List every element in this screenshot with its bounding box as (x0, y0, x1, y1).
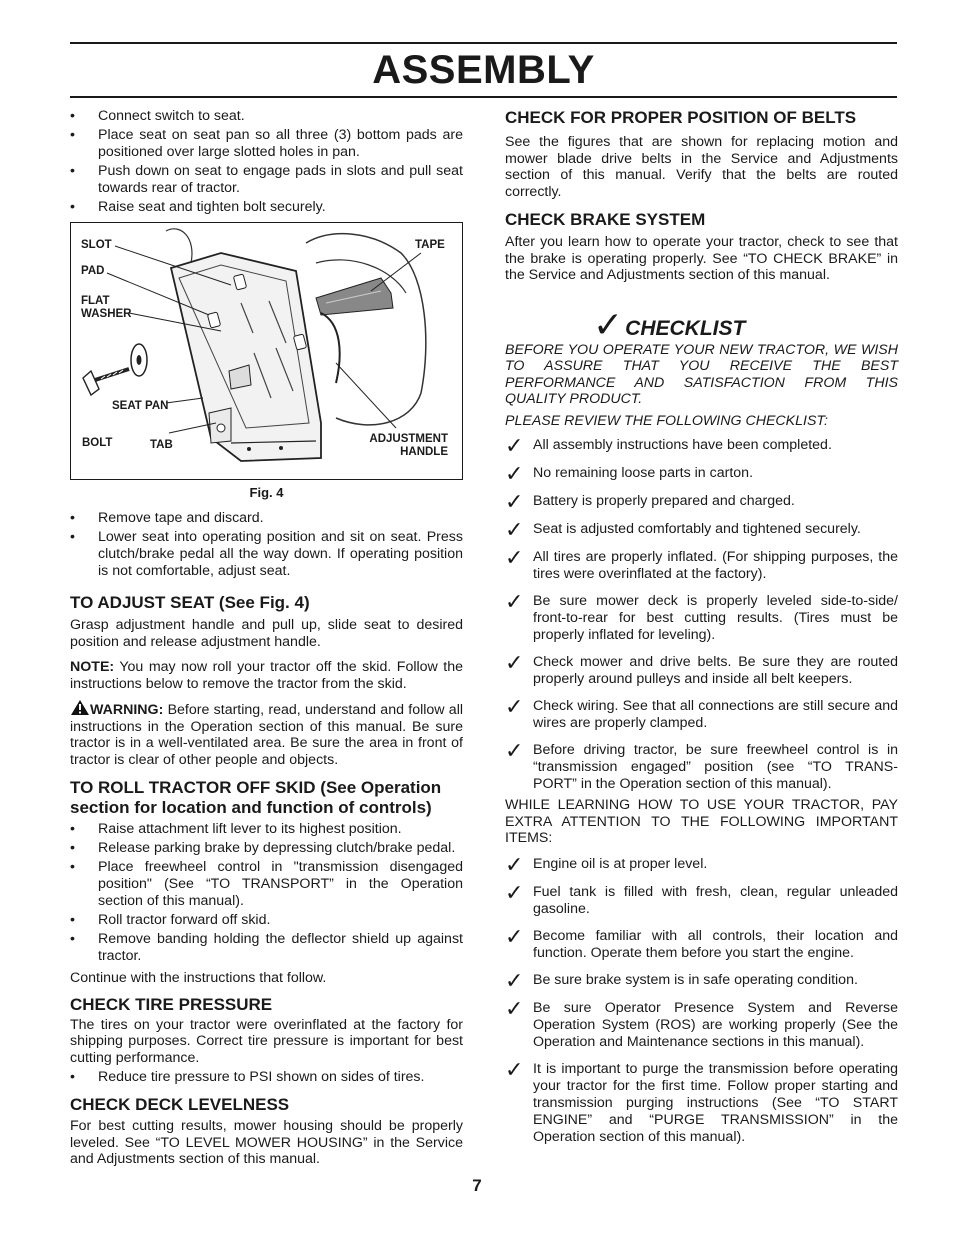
top-rule (70, 42, 897, 44)
list-item: • Raise seat and tighten bolt securely. (70, 199, 463, 216)
list-item: • Remove tape and discard. (70, 510, 463, 527)
label-tab: TAB (150, 439, 173, 451)
tire-pressure-heading: CHECK TIRE PRESSURE (70, 994, 273, 1014)
title-underline (70, 96, 897, 98)
checklist-item: ✓ Check mower and drive belts. Be sure they are routed properly around pulleys and inside all belt keepers. (505, 650, 898, 687)
checkmark-icon: ✓ (505, 545, 524, 570)
label-pad: PAD (81, 265, 105, 277)
list-item: • Remove banding holding the deflector shield up against tractor. (70, 931, 463, 965)
list-item: • Place seat on seat pan so all three (3) bottom pads are positioned over large slotted holes in pan. (70, 127, 463, 161)
checkmark-icon: ✓ (505, 650, 524, 675)
warning-label: WARNING: (90, 702, 164, 718)
belts-heading: CHECK FOR PROPER POSITION OF BELTS (505, 108, 857, 127)
roll-off-steps (70, 821, 463, 965)
right-column (505, 108, 898, 1156)
list-item: • Connect switch to seat. (70, 108, 463, 125)
note-label: NOTE: (70, 659, 115, 675)
checkmark-icon: ✓ (505, 517, 524, 542)
list-item: • Lower seat into operating position and sit on seat. Press clutch/brake pedal all the way down. If operating position is not comfortable, adjust seat. (70, 529, 463, 580)
checklist-item: ✓ Be sure mower deck is properly leveled side-to-side/ front-to-rear for best cutting results. (Tires must be properly inflated for leveling). (505, 589, 898, 643)
page-title: ASSEMBLY (372, 48, 595, 92)
list-item: • Roll tractor forward off skid. (70, 912, 463, 929)
checklist-item: ✓ All assembly instructions have been completed. (505, 433, 832, 458)
checklist-intro: BEFORE YOU OPERATE YOUR NEW TRACTOR, WE WISH TO ASSURE THAT YOU RECEIVE THE BEST PERFORMANCE AND SATISFACTION FROM THIS QUALITY PRODUCT. (505, 341, 898, 407)
checklist-review: PLEASE REVIEW THE FOLLOWING CHECKLIST: (505, 412, 828, 429)
label-tape: TAPE (415, 239, 445, 251)
adjust-seat-text: Grasp adjustment handle and pull up, slide seat to desired position and release adjustment handle. (70, 617, 463, 650)
checkmark-icon: ✓ (505, 738, 524, 763)
note-text: You may now roll your tractor off the skid. Follow the instructions below to remove the tractor from the skid. (70, 659, 463, 692)
checklist-item: ✓ Battery is properly prepared and charged. (505, 489, 795, 514)
note-paragraph (70, 659, 463, 692)
after-figure-steps (70, 510, 463, 580)
belts-text: See the figures that are shown for replacing motion and mower blade drive belts in the Service and Adjustments section of this manual. Verify that the belts are routed correctly. (505, 134, 898, 200)
checkmark-icon: ✓ (505, 879, 524, 905)
label-flat-washer: FLAT WASHER (81, 295, 132, 320)
list-item: • Raise attachment lift lever to its highest position. (70, 821, 463, 838)
checkmark-icon: ✓ (505, 694, 524, 719)
brake-heading: CHECK BRAKE SYSTEM (505, 210, 706, 229)
warning-triangle-icon (70, 699, 90, 716)
tire-pressure-text: The tires on your tractor were overinflated at the factory for shipping purposes. Correct tire pressure is important for best cutting performance. (70, 1016, 463, 1066)
warning-paragraph (70, 699, 463, 768)
checklist-item: ✓ Engine oil is at proper level. (505, 851, 708, 877)
checklist-items (505, 433, 898, 793)
deck-levelness-heading: CHECK DECK LEVELNESS (70, 1095, 290, 1114)
continue-text: Continue with the instructions that follow. (70, 970, 327, 986)
label-seat-pan: SEAT PAN (112, 400, 169, 412)
checkmark-icon: ✓ (505, 923, 524, 949)
checklist-item: ✓ Fuel tank is filled with fresh, clean, regular unleaded gasoline. (505, 879, 898, 917)
checkmark-icon: ✓ (505, 461, 524, 486)
learning-intro: WHILE LEARNING HOW TO USE YOUR TRACTOR, PAY EXTRA ATTENTION TO THE FOLLOWING IMPORTANT ITEMS: (505, 797, 898, 846)
checklist-item: ✓ Be sure Operator Presence System and Reverse Operation System (ROS) are working properly (See the Operation and Maintenance sections in this manual). (505, 995, 898, 1050)
checklist-item: ✓ Check wiring. See that all connections are still secure and wires are properly clamped. (505, 694, 898, 731)
checkmark-icon: ✓ (593, 303, 624, 345)
deck-levelness-text: For best cutting results, mower housing should be properly leveled. See “TO LEVEL MOWER HOUSING” in the Service and Adjustments section of this manual. (70, 1118, 463, 1167)
label-slot: SLOT (81, 239, 112, 251)
label-adjustment-handle: ADJUSTMENT HANDLE (369, 433, 448, 458)
learning-items (505, 851, 898, 1146)
adjust-seat-heading: TO ADJUST SEAT (See Fig. 4) (70, 593, 310, 612)
checklist-title: CHECKLIST (625, 316, 746, 340)
checklist-item: ✓ Before driving tractor, be sure freewheel control is in “transmission engaged” position (see “TO TRANS- PORT” in the Operation section of this manual). (505, 738, 898, 792)
roll-off-heading: TO ROLL TRACTOR OFF SKID (See Operation section for location and function of controls) (70, 778, 442, 817)
checklist-item: ✓ Become familiar with all controls, their location and function. Operate them before you start the engine. (505, 923, 898, 961)
seat-figure (70, 222, 463, 480)
checkmark-icon: ✓ (505, 967, 524, 993)
checklist-item: ✓ All tires are properly inflated. (For shipping purposes, the tires were overinflated at the factory). (505, 545, 898, 582)
left-column (70, 108, 463, 1168)
list-item: • Push down on seat to engage pads in slots and pull seat towards rear of tractor. (70, 163, 463, 197)
page-number: 7 (472, 1176, 482, 1195)
label-bolt: BOLT (82, 437, 113, 449)
checklist-item: ✓ Seat is adjusted comfortably and tightened securely. (505, 517, 861, 542)
checkmark-icon: ✓ (505, 1056, 524, 1082)
list-item: • Release parking brake by depressing clutch/brake pedal. (70, 840, 463, 857)
tire-pressure-steps (70, 1069, 463, 1086)
figure-caption: Fig. 4 (249, 485, 284, 500)
list-item: • Reduce tire pressure to PSI shown on sides of tires. (70, 1069, 463, 1086)
seat-install-steps (70, 108, 463, 216)
checkmark-icon: ✓ (505, 589, 524, 614)
list-item: • Place freewheel control in "transmission disengaged position" (See “TO TRANSPORT” in the Operation section of this manual). (70, 859, 463, 910)
checkmark-icon: ✓ (505, 995, 524, 1021)
checkmark-icon: ✓ (505, 489, 524, 514)
checklist-item: ✓ Be sure brake system is in safe operating condition. (505, 967, 858, 993)
brake-text: After you learn how to operate your tractor, check to see that the brake is operating properly. See “TO CHECK BRAKE” in the Service and Adjustments section of this manual. (505, 234, 898, 283)
checkmark-icon: ✓ (505, 433, 524, 458)
checklist-item: ✓ No remaining loose parts in carton. (505, 461, 754, 486)
warning-text: Before starting, read, understand and follow all instructions in the Operation section of this manual. Be sure tractor is in a well-ventilated area. Be sure the area in front of tractor is clear of other people and objects. (70, 702, 463, 768)
checklist-item: ✓ It is important to purge the transmission before operating your tractor for the first time. Follow proper starting and transmission purging instructions (See “TO START ENGINE” and “PURGE TRANSMISSION” in the Operation section of this manual). (505, 1056, 898, 1145)
checkmark-icon: ✓ (505, 851, 524, 877)
checklist-heading (593, 303, 898, 345)
